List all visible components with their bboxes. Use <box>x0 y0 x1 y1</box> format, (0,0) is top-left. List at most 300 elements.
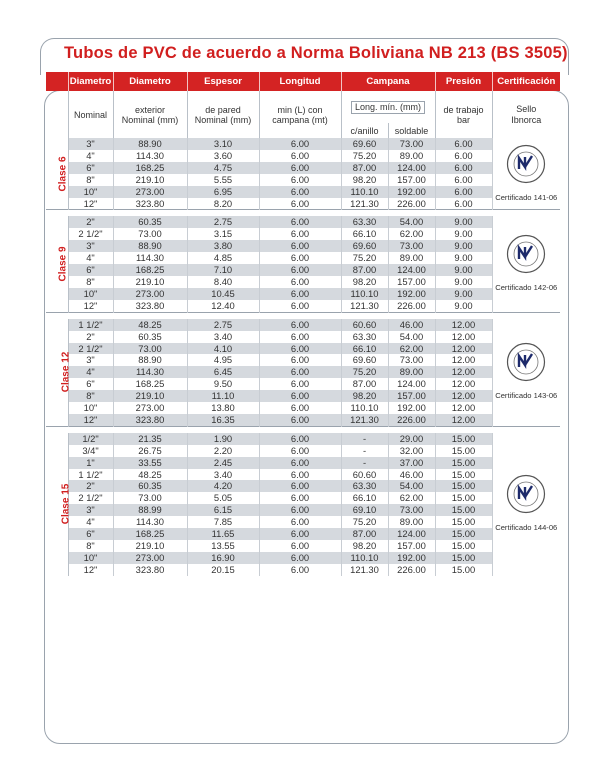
nominal-cell: 12" <box>68 198 113 210</box>
exterior-cell: 323.80 <box>113 198 187 210</box>
soldable-cell: 46.00 <box>388 469 435 481</box>
presion-cell: 6.00 <box>435 150 492 162</box>
canillo-cell: 98.20 <box>341 174 388 186</box>
soldable-cell: 54.00 <box>388 216 435 228</box>
presion-cell: 9.00 <box>435 300 492 312</box>
presion-cell: 12.00 <box>435 402 492 414</box>
nominal-cell: 8" <box>68 540 113 552</box>
espesor-cell: 5.55 <box>187 174 259 186</box>
table-row <box>46 288 560 300</box>
espesor-cell: 3.10 <box>187 138 259 150</box>
canillo-cell: 98.20 <box>341 390 388 402</box>
presion-cell: 9.00 <box>435 276 492 288</box>
presion-cell: 12.00 <box>435 390 492 402</box>
soldable-cell: 157.00 <box>388 540 435 552</box>
canillo-cell: 63.30 <box>341 216 388 228</box>
soldable-cell: 124.00 <box>388 378 435 390</box>
seal-wrap <box>493 342 561 402</box>
table-row <box>46 276 560 288</box>
exterior-cell: 168.25 <box>113 378 187 390</box>
table-row <box>46 469 560 481</box>
soldable-cell: 32.00 <box>388 445 435 457</box>
exterior-cell: 114.30 <box>113 516 187 528</box>
canillo-cell: 110.10 <box>341 552 388 564</box>
canillo-cell: 87.00 <box>341 528 388 540</box>
exterior-cell: 168.25 <box>113 162 187 174</box>
canillo-cell: 60.60 <box>341 319 388 331</box>
canillo-cell: 69.60 <box>341 354 388 366</box>
espesor-cell: 8.40 <box>187 276 259 288</box>
longitud-cell: 6.00 <box>259 378 341 390</box>
presion-cell: 9.00 <box>435 288 492 300</box>
soldable-cell: 62.00 <box>388 343 435 355</box>
espesor-cell: 10.45 <box>187 288 259 300</box>
espesor-cell: 6.15 <box>187 504 259 516</box>
table-row <box>46 390 560 402</box>
nominal-cell: 10" <box>68 288 113 300</box>
exterior-cell: 73.00 <box>113 228 187 240</box>
canillo-cell: 60.60 <box>341 469 388 481</box>
espesor-cell: 16.90 <box>187 552 259 564</box>
espesor-cell: 20.15 <box>187 564 259 576</box>
nominal-cell: 2 1/2" <box>68 343 113 355</box>
header-blank <box>46 72 68 91</box>
presion-cell: 15.00 <box>435 564 492 576</box>
exterior-cell: 73.00 <box>113 492 187 504</box>
exterior-cell: 114.30 <box>113 366 187 378</box>
nominal-cell: 3" <box>68 354 113 366</box>
presion-cell: 12.00 <box>435 414 492 426</box>
soldable-cell: 29.00 <box>388 433 435 445</box>
class-label <box>46 319 72 427</box>
soldable-cell: 62.00 <box>388 228 435 240</box>
longitud-cell: 6.00 <box>259 252 341 264</box>
class-label-text: Clase 12 <box>60 351 72 393</box>
ibnorca-seal-icon <box>506 144 546 184</box>
espesor-cell: 7.85 <box>187 516 259 528</box>
espesor-cell: 12.40 <box>187 300 259 312</box>
certification-cell <box>492 433 560 576</box>
exterior-cell: 73.00 <box>113 343 187 355</box>
nominal-cell: 1/2" <box>68 433 113 445</box>
canillo-cell: 75.20 <box>341 366 388 378</box>
exterior-cell: 219.10 <box>113 276 187 288</box>
soldable-cell: 73.00 <box>388 138 435 150</box>
longitud-cell: 6.00 <box>259 366 341 378</box>
canillo-cell: 69.60 <box>341 138 388 150</box>
espesor-cell: 11.10 <box>187 390 259 402</box>
class-label-text: Clase 6 <box>57 156 69 192</box>
soldable-cell: 124.00 <box>388 162 435 174</box>
ibnorca-seal-icon <box>506 234 546 274</box>
exterior-cell: 273.00 <box>113 288 187 300</box>
seal-wrap <box>493 234 561 294</box>
table-row <box>46 492 560 504</box>
canillo-cell: 69.10 <box>341 504 388 516</box>
table-row <box>46 445 560 457</box>
canillo-cell: 121.30 <box>341 300 388 312</box>
exterior-cell: 60.35 <box>113 480 187 492</box>
nominal-cell: 4" <box>68 366 113 378</box>
nominal-cell: 1 1/2" <box>68 319 113 331</box>
canillo-cell: 121.30 <box>341 414 388 426</box>
nominal-cell: 3" <box>68 240 113 252</box>
subheader-long-min <box>341 91 435 123</box>
exterior-cell: 168.25 <box>113 264 187 276</box>
longitud-cell: 6.00 <box>259 414 341 426</box>
soldable-cell: 37.00 <box>388 457 435 469</box>
espesor-cell: 6.95 <box>187 186 259 198</box>
espesor-cell: 3.15 <box>187 228 259 240</box>
espesor-cell: 8.20 <box>187 198 259 210</box>
longitud-cell: 6.00 <box>259 150 341 162</box>
table-row <box>46 457 560 469</box>
espesor-cell: 2.45 <box>187 457 259 469</box>
presion-cell: 9.00 <box>435 264 492 276</box>
soldable-cell: 192.00 <box>388 402 435 414</box>
subheader-exterior-l1: exterior <box>134 104 165 115</box>
longitud-cell: 6.00 <box>259 552 341 564</box>
soldable-cell: 157.00 <box>388 276 435 288</box>
exterior-cell: 168.25 <box>113 528 187 540</box>
ibnorca-seal-icon <box>506 342 546 382</box>
soldable-cell: 89.00 <box>388 252 435 264</box>
canillo-cell: 110.10 <box>341 402 388 414</box>
nominal-cell: 8" <box>68 276 113 288</box>
exterior-cell: 33.55 <box>113 457 187 469</box>
canillo-cell: 110.10 <box>341 186 388 198</box>
canillo-cell: 66.10 <box>341 492 388 504</box>
table-row <box>46 252 560 264</box>
presion-cell: 12.00 <box>435 343 492 355</box>
presion-cell: 9.00 <box>435 252 492 264</box>
canillo-cell: 66.10 <box>341 228 388 240</box>
subheader-longitud <box>259 91 341 138</box>
certificate-label: Certificado 144-06 <box>495 523 558 533</box>
exterior-cell: 323.80 <box>113 564 187 576</box>
nominal-cell: 8" <box>68 174 113 186</box>
nominal-cell: 4" <box>68 252 113 264</box>
espesor-cell: 4.20 <box>187 480 259 492</box>
presion-cell: 6.00 <box>435 162 492 174</box>
espesor-cell: 7.10 <box>187 264 259 276</box>
seal-wrap <box>493 474 561 534</box>
longitud-cell: 6.00 <box>259 174 341 186</box>
presion-cell: 12.00 <box>435 331 492 343</box>
table-row <box>46 414 560 426</box>
certification-cell <box>492 216 560 312</box>
longitud-cell: 6.00 <box>259 390 341 402</box>
nominal-cell: 4" <box>68 150 113 162</box>
canillo-cell: 98.20 <box>341 276 388 288</box>
exterior-cell: 114.30 <box>113 252 187 264</box>
table-row <box>46 504 560 516</box>
nominal-cell: 10" <box>68 552 113 564</box>
soldable-cell: 73.00 <box>388 354 435 366</box>
soldable-cell: 226.00 <box>388 564 435 576</box>
presion-cell: 15.00 <box>435 516 492 528</box>
presion-cell: 6.00 <box>435 198 492 210</box>
longitud-cell: 6.00 <box>259 516 341 528</box>
longitud-cell: 6.00 <box>259 198 341 210</box>
longitud-cell: 6.00 <box>259 402 341 414</box>
longitud-cell: 6.00 <box>259 288 341 300</box>
longitud-cell: 6.00 <box>259 540 341 552</box>
longitud-cell: 6.00 <box>259 469 341 481</box>
espesor-cell: 5.05 <box>187 492 259 504</box>
subheader-exterior-l2: Nominal (mm) <box>121 114 179 125</box>
exterior-cell: 21.35 <box>113 433 187 445</box>
table-row <box>46 198 560 210</box>
subheader-row <box>46 91 560 123</box>
class-label-text: Clase 9 <box>57 246 69 282</box>
nominal-cell: 1 1/2" <box>68 469 113 481</box>
canillo-cell: 121.30 <box>341 564 388 576</box>
canillo-cell: 63.30 <box>341 331 388 343</box>
subheader-blank <box>46 91 68 123</box>
table-row <box>46 552 560 564</box>
nominal-cell: 8" <box>68 390 113 402</box>
certificate-label: Certificado 141-06 <box>495 192 558 202</box>
subheader-exterior <box>113 91 187 138</box>
subheader-soldable: soldable <box>388 123 435 138</box>
soldable-cell: 54.00 <box>388 480 435 492</box>
soldable-cell: 226.00 <box>388 300 435 312</box>
table-row <box>46 528 560 540</box>
canillo-cell: 66.10 <box>341 343 388 355</box>
nominal-cell: 6" <box>68 528 113 540</box>
exterior-cell: 273.00 <box>113 186 187 198</box>
table-row <box>46 354 560 366</box>
class-label-text: Clase 15 <box>60 483 72 525</box>
presion-cell: 12.00 <box>435 378 492 390</box>
presion-cell: 15.00 <box>435 504 492 516</box>
header-diametro: Diametro <box>68 72 113 91</box>
espesor-cell: 3.40 <box>187 331 259 343</box>
canillo-cell: 63.30 <box>341 480 388 492</box>
nominal-cell: 3/4" <box>68 445 113 457</box>
longitud-cell: 6.00 <box>259 162 341 174</box>
nominal-cell: 6" <box>68 264 113 276</box>
table-row <box>46 186 560 198</box>
header-certificacion: Certificación <box>492 72 560 91</box>
table-body <box>46 138 560 576</box>
espesor-cell: 4.75 <box>187 162 259 174</box>
table-row <box>46 300 560 312</box>
soldable-cell: 124.00 <box>388 264 435 276</box>
soldable-cell: 73.00 <box>388 240 435 252</box>
document-title: Tubos de PVC de acuerdo a Norma Boliviana NB 213 (BS 3505) <box>64 44 568 62</box>
presion-cell: 12.00 <box>435 366 492 378</box>
sello-l1: Sello <box>516 103 537 114</box>
ibnorca-seal-icon <box>506 474 546 514</box>
canillo-cell: - <box>341 445 388 457</box>
canillo-cell: 75.20 <box>341 150 388 162</box>
subheader-trabajo-l2: bar <box>456 114 470 125</box>
soldable-cell: 62.00 <box>388 492 435 504</box>
canillo-cell: 87.00 <box>341 264 388 276</box>
exterior-cell: 48.25 <box>113 469 187 481</box>
subheader-pared <box>187 91 259 138</box>
exterior-cell: 88.90 <box>113 138 187 150</box>
pvc-pipe-table <box>46 72 560 576</box>
presion-cell: 15.00 <box>435 540 492 552</box>
exterior-cell: 60.35 <box>113 331 187 343</box>
nominal-cell: 12" <box>68 564 113 576</box>
table-row <box>46 402 560 414</box>
subheader-sello <box>492 91 560 138</box>
longitud-cell: 6.00 <box>259 354 341 366</box>
table-row <box>46 174 560 186</box>
soldable-cell: 226.00 <box>388 198 435 210</box>
exterior-cell: 273.00 <box>113 402 187 414</box>
espesor-cell: 13.80 <box>187 402 259 414</box>
soldable-cell: 89.00 <box>388 366 435 378</box>
espesor-cell: 1.90 <box>187 433 259 445</box>
header-presion: Presión <box>435 72 492 91</box>
seal-wrap <box>493 144 561 204</box>
subheader-long-l2: campana (mt) <box>272 114 328 125</box>
class-label <box>46 138 68 210</box>
longitud-cell: 6.00 <box>259 343 341 355</box>
longitud-cell: 6.00 <box>259 186 341 198</box>
espesor-cell: 2.75 <box>187 216 259 228</box>
exterior-cell: 48.25 <box>113 319 187 331</box>
table-row <box>46 480 560 492</box>
exterior-cell: 219.10 <box>113 540 187 552</box>
table-row <box>46 540 560 552</box>
espesor-cell: 6.45 <box>187 366 259 378</box>
presion-cell: 15.00 <box>435 469 492 481</box>
espesor-cell: 4.85 <box>187 252 259 264</box>
subheader-blank-2 <box>46 123 68 138</box>
longitud-cell: 6.00 <box>259 433 341 445</box>
exterior-cell: 219.10 <box>113 174 187 186</box>
longitud-cell: 6.00 <box>259 528 341 540</box>
presion-cell: 12.00 <box>435 319 492 331</box>
espesor-cell: 3.60 <box>187 150 259 162</box>
espesor-cell: 9.50 <box>187 378 259 390</box>
longitud-cell: 6.00 <box>259 331 341 343</box>
subheader-long-l1: min (L) con <box>277 104 323 115</box>
certification-cell <box>492 138 560 210</box>
presion-cell: 6.00 <box>435 174 492 186</box>
nominal-cell: 12" <box>68 300 113 312</box>
table-row <box>46 264 560 276</box>
longitud-cell: 6.00 <box>259 138 341 150</box>
exterior-cell: 60.35 <box>113 216 187 228</box>
longitud-cell: 6.00 <box>259 504 341 516</box>
longitud-cell: 6.00 <box>259 216 341 228</box>
nominal-cell: 10" <box>68 402 113 414</box>
table-row <box>46 564 560 576</box>
soldable-cell: 192.00 <box>388 552 435 564</box>
subheader-pared-l2: Nominal (mm) <box>194 114 252 125</box>
sello-l2: Ibnorca <box>511 114 542 125</box>
subheader-canillo: c/anillo <box>341 123 388 138</box>
class-label <box>46 433 72 576</box>
header-campana: Campana <box>341 72 435 91</box>
exterior-cell: 88.90 <box>113 240 187 252</box>
longitud-cell: 6.00 <box>259 228 341 240</box>
presion-cell: 9.00 <box>435 228 492 240</box>
nominal-cell: 6" <box>68 162 113 174</box>
soldable-cell: 157.00 <box>388 390 435 402</box>
presion-cell: 9.00 <box>435 216 492 228</box>
class-label <box>46 216 68 312</box>
nominal-cell: 4" <box>68 516 113 528</box>
longitud-cell: 6.00 <box>259 300 341 312</box>
nominal-cell: 1" <box>68 457 113 469</box>
table-row <box>46 216 560 228</box>
nominal-cell: 6" <box>68 378 113 390</box>
canillo-cell: 75.20 <box>341 516 388 528</box>
table-row <box>46 319 560 331</box>
canillo-cell: 110.10 <box>341 288 388 300</box>
soldable-cell: 73.00 <box>388 504 435 516</box>
subheader-trabajo <box>435 91 492 138</box>
nominal-cell: 3" <box>68 504 113 516</box>
presion-cell: 6.00 <box>435 186 492 198</box>
presion-cell: 12.00 <box>435 354 492 366</box>
longitud-cell: 6.00 <box>259 264 341 276</box>
espesor-cell: 4.10 <box>187 343 259 355</box>
canillo-cell: 98.20 <box>341 540 388 552</box>
espesor-cell: 4.95 <box>187 354 259 366</box>
espesor-cell: 3.40 <box>187 469 259 481</box>
canillo-cell: 87.00 <box>341 162 388 174</box>
longitud-cell: 6.00 <box>259 457 341 469</box>
header-espesor: Espesor <box>187 72 259 91</box>
exterior-cell: 219.10 <box>113 390 187 402</box>
canillo-cell: 75.20 <box>341 252 388 264</box>
soldable-cell: 124.00 <box>388 528 435 540</box>
espesor-cell: 13.55 <box>187 540 259 552</box>
nominal-cell: 2 1/2" <box>68 492 113 504</box>
exterior-cell: 114.30 <box>113 150 187 162</box>
soldable-cell: 89.00 <box>388 516 435 528</box>
exterior-cell: 26.75 <box>113 445 187 457</box>
presion-cell: 15.00 <box>435 552 492 564</box>
canillo-cell: - <box>341 457 388 469</box>
soldable-cell: 192.00 <box>388 186 435 198</box>
exterior-cell: 273.00 <box>113 552 187 564</box>
exterior-cell: 323.80 <box>113 300 187 312</box>
presion-cell: 9.00 <box>435 240 492 252</box>
soldable-cell: 54.00 <box>388 331 435 343</box>
presion-cell: 15.00 <box>435 528 492 540</box>
exterior-cell: 88.99 <box>113 504 187 516</box>
certificate-label: Certificado 142-06 <box>495 283 558 293</box>
espesor-cell: 11.65 <box>187 528 259 540</box>
soldable-cell: 226.00 <box>388 414 435 426</box>
header-row <box>46 72 560 91</box>
soldable-cell: 46.00 <box>388 319 435 331</box>
table-row <box>46 162 560 174</box>
table-row <box>46 240 560 252</box>
header-longitud: Longitud <box>259 72 341 91</box>
nominal-cell: 2" <box>68 331 113 343</box>
table-row <box>46 228 560 240</box>
longitud-cell: 6.00 <box>259 564 341 576</box>
presion-cell: 15.00 <box>435 492 492 504</box>
nominal-cell: 2 1/2" <box>68 228 113 240</box>
canillo-cell: - <box>341 433 388 445</box>
soldable-cell: 89.00 <box>388 150 435 162</box>
table-row <box>46 150 560 162</box>
longitud-cell: 6.00 <box>259 492 341 504</box>
longitud-cell: 6.00 <box>259 480 341 492</box>
